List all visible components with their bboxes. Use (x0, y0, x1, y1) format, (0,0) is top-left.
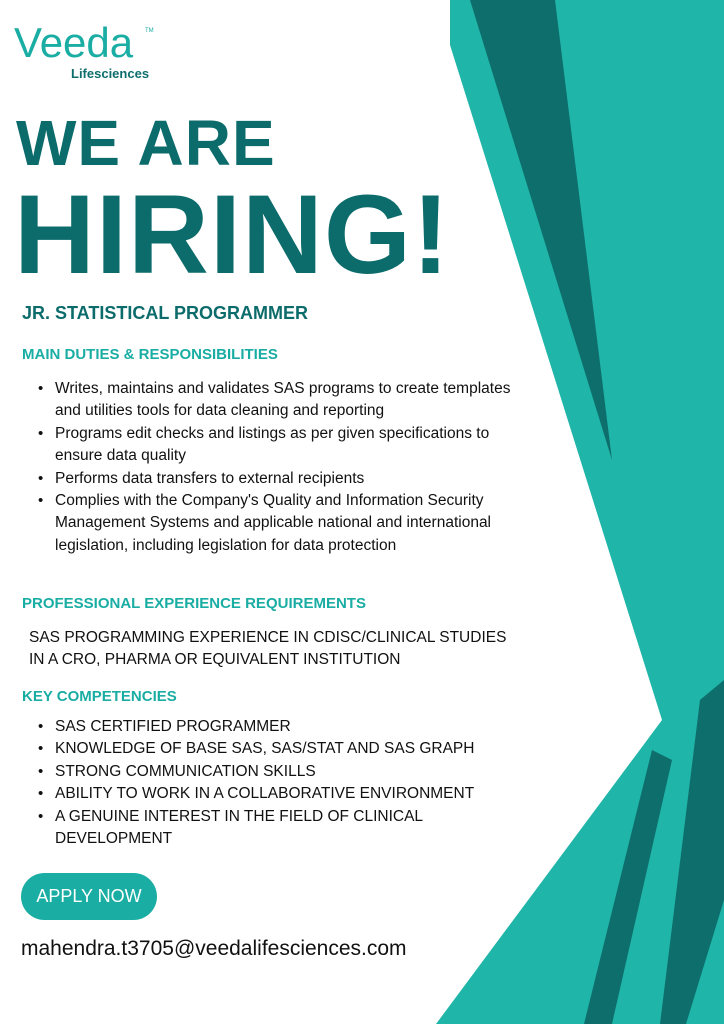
competency-item: • SAS CERTIFIED PROGRAMMER (36, 716, 506, 738)
logo-wordmark: Veeda (14, 19, 134, 66)
duties-heading: MAIN DUTIES & RESPONSIBILITIES (22, 346, 278, 363)
competency-item: • ABILITY TO WORK IN A COLLABORATIVE ENVIRONMENT (36, 783, 506, 805)
duty-item: • Performs data transfers to external recipients (36, 468, 521, 490)
apply-now-button[interactable]: APPLY NOW (21, 873, 157, 920)
logo-trademark: TM (145, 28, 154, 34)
headline-hiring: HIRING! (14, 172, 451, 297)
experience-heading: PROFESSIONAL EXPERIENCE REQUIREMENTS (22, 595, 366, 612)
contact-email[interactable]: mahendra.t3705@veedalifesciences.com (21, 937, 407, 960)
veeda-logo (14, 19, 164, 82)
headline-we-are: WE ARE (16, 107, 276, 179)
competencies-heading: KEY COMPETENCIES (22, 688, 177, 705)
job-title: JR. STATISTICAL PROGRAMMER (22, 303, 309, 323)
duties-list (36, 378, 521, 557)
duty-item: • Writes, maintains and validates SAS programs to create templates and utilities tools for data cleaning and reporting (36, 378, 521, 423)
duty-item: • Programs edit checks and listings as per given specifications to ensure data quality (36, 423, 521, 468)
experience-text: SAS PROGRAMMING EXPERIENCE IN CDISC/CLINICAL STUDIES IN A CRO, PHARMA OR EQUIVALENT INSTITUTION (29, 629, 507, 669)
logo-subtitle: Lifesciences (71, 66, 150, 81)
competency-item: • A GENUINE INTEREST IN THE FIELD OF CLINICAL DEVELOPMENT (36, 806, 506, 851)
competency-item: • STRONG COMMUNICATION SKILLS (36, 761, 506, 783)
duty-item: • Complies with the Company's Quality and Information Security Management Systems and applicable national and international legislation, including legislation for data protection (36, 490, 521, 557)
competency-item: • KNOWLEDGE OF BASE SAS, SAS/STAT AND SAS GRAPH (36, 738, 506, 760)
competencies-list (36, 716, 506, 850)
